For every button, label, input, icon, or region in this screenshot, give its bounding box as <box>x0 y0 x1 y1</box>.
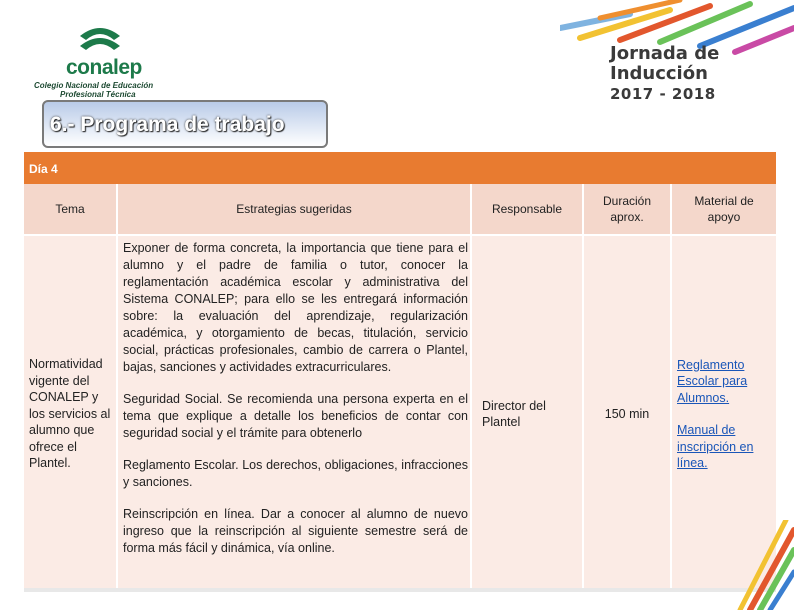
conalep-logo <box>30 24 180 104</box>
estrategia-1: Exponer de forma concreta, la importancia que tiene para el alumno y el padre de familia o tutor, conocer la reglamentación académica escolar y administrativa del Sistema CONALEP; para ello se les entregará información sobre: la evaluación del aprendizaje, regularización académica, y otorgamiento de becas, titulación, servicio social, prácticas profesionales, cambio de carrera o Plantel, bajas, sanciones y actividades extracurriculares. <box>123 241 468 374</box>
section-title: 6.- Programa de trabajo <box>50 113 285 136</box>
estrategia-3: Reglamento Escolar. Los derechos, obligaciones, infracciones y sanciones. <box>123 458 468 489</box>
material-link-reglamento[interactable]: Reglamento Escolar para Alumnos. <box>677 357 748 405</box>
logo-subtitle <box>34 81 153 99</box>
logo-wordmark: conalep <box>66 56 142 79</box>
logo-subtitle-line-2: Profesional Técnica <box>60 90 136 99</box>
estrategia-4: Reinscripción en línea. Dar a conocer al alumno de nuevo ingreso que la reinscripción al siguiente semestre será de forma más fácil y dinámica, vía online. <box>123 507 468 555</box>
cell-estrategias <box>123 236 468 592</box>
event-years: 2017 - 2018 <box>610 85 716 103</box>
cell-tema <box>29 236 115 592</box>
event-title-line-1: Jornada de <box>610 43 720 64</box>
tema-text: Normatividad vigente del CONALEP y los servicios al alumno que ofrece el Plantel. <box>29 357 111 471</box>
column-divider-2 <box>470 184 472 592</box>
duracion-text: 150 min <box>604 407 650 421</box>
column-divider-3 <box>582 184 584 592</box>
header-responsable: Responsable <box>491 202 563 216</box>
material-link-manual[interactable]: Manual de inscripción en línea. <box>677 423 754 470</box>
day-label: Día 4 <box>29 162 58 176</box>
header-tema: Tema <box>55 202 85 216</box>
header-material: Material de apoyo <box>694 194 754 224</box>
estrategia-2: Seguridad Social. Se recomienda una persona experta en el tema que explique a detalle los beneficios de contar con seguridad social y el trámite para obtenerlo <box>123 392 468 440</box>
column-divider-1 <box>116 184 118 592</box>
table-header-row <box>24 184 776 234</box>
colored-pencils-bottom-image <box>600 520 794 610</box>
header-estrategias: Estrategias sugeridas <box>236 202 352 216</box>
day-bar <box>24 152 776 184</box>
logo-subtitle-line-1: Colegio Nacional de Educación <box>34 81 154 90</box>
section-title-box <box>42 100 328 148</box>
conalep-emblem-icon <box>76 24 124 56</box>
event-title-line-2: Inducción <box>610 63 708 84</box>
responsable-text: Director del Plantel <box>482 398 546 429</box>
header-duracion: Duración aprox. <box>602 194 652 224</box>
event-title <box>610 44 740 104</box>
cell-responsable <box>482 236 582 592</box>
